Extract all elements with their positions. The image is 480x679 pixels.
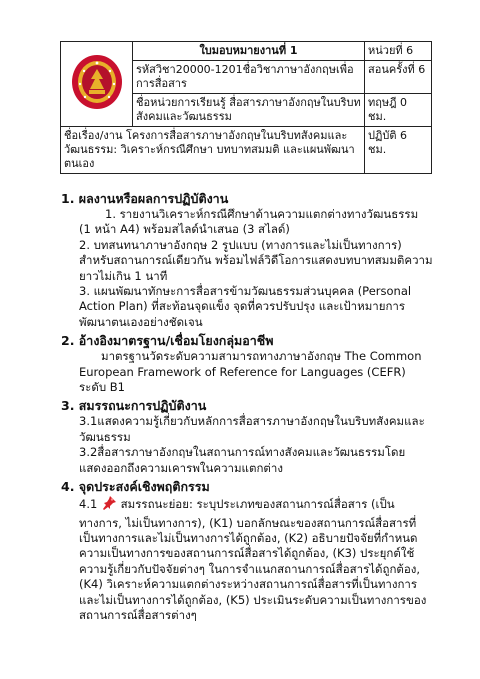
- assignment-header-table: [60, 41, 432, 174]
- section-3-item-1: 3.1แสดงความรู้เกี่ยวกับหลักการสื่อสารภาษาอังกฤษในบริบทสังคมและวัฒนธรรม: [79, 414, 425, 444]
- assignment-title: ใบมอบหมายงานที่ 1: [133, 42, 365, 61]
- section-2-title: 2. อ้างอิงมาตรฐาน/เชื่อมโยงกลุ่มอาชีพ: [61, 333, 274, 349]
- section-1-item-3: 3. แผนพัฒนาทักษะการสื่อสารข้ามวัฒนธรรมส่วนบุคคล (Personal Action Plan) ที่สะท้อนจุดแข็ง จุดที่ควรปรับปรุง และเป้าหมายการพัฒนาตนเองอย่างชัดเจน: [79, 284, 412, 329]
- section-1-title: 1. ผลงานหรือผลการปฏิบัติงาน: [61, 191, 229, 206]
- section-3-title: 3. สมรรถนะการปฏิบัติงาน: [61, 398, 207, 414]
- assignment-body: [61, 188, 433, 623]
- section-2-text: มาตรฐานวัดระดับความสามารถทางภาษาอังกฤษ The Common European Framework of Reference for Languages (CEFR) ระดับ B1: [79, 349, 422, 395]
- section-4-item-prefix: 4.1: [79, 497, 98, 512]
- section-1-item-1: 1. รายงานวิเคราะห์กรณีศึกษาด้านความแตกต่างทางวัฒนธรรม (1 หน้า A4) พร้อมสไลด์นำเสนอ (3 สไลด์): [79, 207, 419, 237]
- teaching-count: สอนครั้งที่ 6: [365, 61, 432, 94]
- theory-hours: ทฤษฎี 0 ชม.: [365, 94, 432, 127]
- section-1-item-2: 2. บทสนทนาภาษาอังกฤษ 2 รูปแบบ (ทางการและไม่เป็นทางการ) สำหรับสถานการณ์เดียวกัน พร้อมไฟล์วิดีโอการแสดงบทบาทสมมติความยาวไม่เกิน 1 นาที: [79, 237, 433, 283]
- school-logo-icon: [70, 53, 124, 111]
- pushpin-icon: [101, 495, 117, 515]
- learning-unit-name: ชื่อหน่วยการเรียนรู้ สื่อสารภาษาอังกฤษในบริบทสังคมและวัฒนธรรม: [133, 94, 365, 127]
- school-logo-cell: [61, 42, 133, 127]
- unit-number: หน่วยที่ 6: [365, 42, 432, 61]
- practice-hours: ปฏิบัติ 6 ชม.: [365, 127, 432, 174]
- section-4-title: 4. จุดประสงค์เชิงพฤติกรรม: [61, 479, 210, 495]
- section-4-item-1: [61, 495, 433, 623]
- section-3-item-2: 3.2สื่อสารภาษาอังกฤษในสถานการณ์ทางสังคมและวัฒนธรรมโดยแสดงออกถึงความเคารพในความแตกต่าง: [79, 445, 406, 475]
- task-topic: ชื่อเรื่อง/งาน โครงการสื่อสารภาษาอังกฤษในบริบทสังคมและวัฒนธรรม: วิเคราะห์กรณีศึกษา บทบาทสมมติ และแผนพัฒนาตนเอง: [61, 127, 365, 174]
- section-4-item-text: สมรรถนะย่อย: ระบุประเภทของสถานการณ์สื่อสาร (เป็นทางการ, ไม่เป็นทางการ), (K1) บอกลักษณะของสถานการณ์สื่อสารที่เป็นทางการและไม่เป็นทางการได้ถูกต้อง, (K2) อธิบายปัจจัยที่กำหนดความเป็นทางการของสถานการณ์สื่อสารได้ถูกต้อง, (K3) ประยุกต์ใช้ความรู้เกี่ยวกับปัจจัยต่างๆ ในการจำแนกสถานการณ์สื่อสารได้ถูกต้อง, (K4) วิเคราะห์ความแตกต่างระหว่างสถานการณ์สื่อสารที่เป็นทางการและไม่เป็นทางการได้ถูกต้อง, (K5) ประเมินระดับความเป็นทางการของสถานการณ์สื่อสารต่างๆ: [79, 497, 427, 622]
- course-code-name: รหัสวิชา20000-1201ชื่อวิชาภาษาอังกฤษเพื่อการสื่อสาร: [133, 61, 365, 94]
